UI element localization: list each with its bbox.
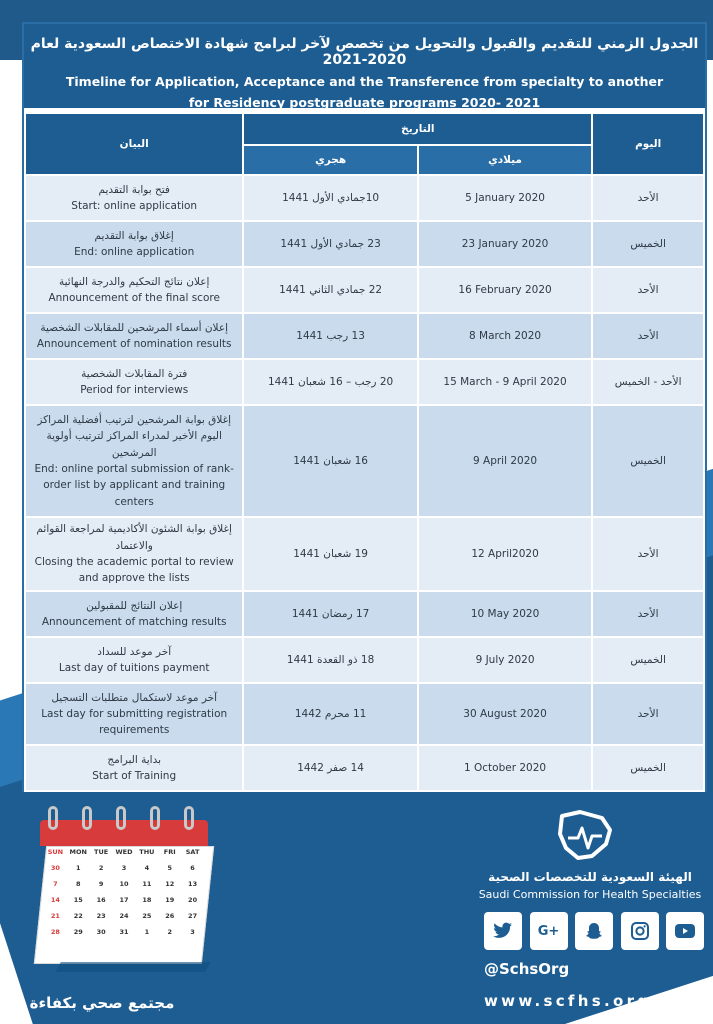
cell-hijri: 19 شعبان 1441 [243, 517, 417, 591]
table-row [25, 745, 704, 791]
table-row [25, 517, 704, 591]
calendar-weekday: MON [69, 848, 87, 856]
calendar-day: 19 [165, 896, 175, 904]
table-row [25, 637, 704, 683]
cell-day: الأحد [592, 267, 704, 313]
youtube-icon[interactable] [666, 912, 704, 950]
cell-gregorian: 23 January 2020 [418, 221, 592, 267]
statement-english: Start of Training [92, 770, 177, 782]
statement-arabic: إغلاق بوابة التقديم [94, 229, 174, 242]
cell-statement [25, 175, 243, 221]
statement-english: Closing the academic portal to review and approve the lists [34, 556, 234, 585]
calendar-day: 20 [188, 896, 198, 904]
cell-day: الخميس [592, 221, 704, 267]
cell-day: الأحد [592, 313, 704, 359]
cell-statement [25, 745, 243, 791]
cell-gregorian: 9 July 2020 [418, 637, 592, 683]
scfhs-logo [540, 808, 640, 868]
title-banner [24, 24, 705, 108]
cell-statement [25, 637, 243, 683]
cell-statement [25, 591, 243, 637]
header-statement: البيان [25, 113, 243, 175]
calendar-day: 29 [73, 928, 83, 936]
cell-hijri: 17 رمضان 1441 [243, 591, 417, 637]
statement-arabic: آخر موعد لاستكمال متطلبات التسجيل [51, 691, 218, 704]
calendar-day: 3 [121, 864, 127, 872]
cell-hijri: 22 جمادي الثاني 1441 [243, 267, 417, 313]
statement-arabic: إغلاق بوابة الشئون الأكاديمية لمراجعة القوائم والاعتماد [36, 523, 232, 552]
title-arabic: الجدول الزمني للتقديم والقبول والتحويل من تخصص لآخر لبرامج شهادة الاختصاص السعودية لعام 2020-2021 [30, 36, 699, 68]
calendar-weekday: TUE [94, 848, 109, 856]
cell-day: الخميس [592, 745, 704, 791]
cell-hijri: 20 رجب – 16 شعبان 1441 [243, 359, 417, 405]
title-english-line2: for Residency postgraduate programs 2020- 2021 [188, 95, 541, 110]
cell-day: الخميس [592, 405, 704, 517]
table-row [25, 267, 704, 313]
calendar-shadow [55, 962, 211, 972]
org-name-english: Saudi Commission for Health Specialties [478, 888, 702, 901]
cell-hijri: 13 رجب 1441 [243, 313, 417, 359]
table-row [25, 221, 704, 267]
statement-arabic: آخر موعد للسداد [97, 645, 172, 658]
social-handle[interactable]: @SchsOrg [484, 960, 570, 978]
calendar-day: 26 [165, 912, 175, 920]
table-row [25, 175, 704, 221]
instagram-icon[interactable] [621, 912, 659, 950]
cell-day: الأحد - الخميس [592, 359, 704, 405]
header-gregorian: ميلادي [418, 145, 592, 175]
slogan: مجتمع صحي بكفاءة [29, 994, 175, 1012]
calendar-day: 27 [188, 912, 198, 920]
statement-english: Start: online application [71, 200, 198, 212]
cell-statement [25, 517, 243, 591]
statement-english: End: online portal submission of rank-order list by applicant and training centers [34, 463, 234, 508]
statement-english: Announcement of nomination results [36, 338, 232, 350]
calendar-day: 1 [76, 864, 81, 872]
cell-gregorian: 1 October 2020 [418, 745, 592, 791]
cell-day: الأحد [592, 683, 704, 745]
calendar-grid [44, 848, 204, 936]
calendar-day: 8 [76, 880, 81, 888]
header-day: اليوم [592, 113, 704, 175]
statement-arabic: إعلان النتائج للمقبولين [86, 599, 183, 612]
calendar-day: 25 [142, 912, 152, 920]
cell-hijri: 10جمادي الأول 1441 [243, 175, 417, 221]
table-row [25, 405, 704, 517]
calendar-day: 14 [50, 896, 60, 904]
calendar-day: 10 [119, 880, 129, 888]
calendar-day: 9 [98, 880, 104, 888]
timeline-table [24, 112, 705, 792]
cell-gregorian: 9 April 2020 [418, 405, 592, 517]
cell-hijri: 23 جمادي الأول 1441 [243, 221, 417, 267]
statement-english: Announcement of matching results [41, 616, 227, 628]
social-links [484, 912, 704, 956]
cell-hijri: 11 محرم 1442 [243, 683, 417, 745]
statement-arabic: إعلان نتائج التحكيم والدرجة النهائية [58, 275, 210, 288]
calendar-day: 16 [96, 896, 106, 904]
cell-hijri: 14 صفر 1442 [243, 745, 417, 791]
table-row [25, 683, 704, 745]
calendar-day: 28 [50, 928, 60, 936]
calendar-day: 31 [119, 928, 129, 936]
statement-arabic: فتح بوابة التقديم [98, 183, 170, 196]
cell-gregorian: 30 August 2020 [418, 683, 592, 745]
cell-statement [25, 359, 243, 405]
twitter-icon[interactable] [484, 912, 522, 950]
website-link[interactable]: www.scfhs.org.sa [484, 992, 686, 1010]
statement-english: End: online application [74, 246, 195, 258]
cell-day: الأحد [592, 591, 704, 637]
snapchat-icon[interactable] [575, 912, 613, 950]
calendar-day: 24 [119, 912, 129, 920]
calendar-day: 18 [142, 896, 152, 904]
table-row [25, 591, 704, 637]
cell-gregorian: 5 January 2020 [418, 175, 592, 221]
statement-arabic: إعلان أسماء المرشحين للمقابلات الشخصية [40, 321, 229, 334]
calendar-weekday: FRI [163, 848, 176, 856]
title-english-line1: Timeline for Application, Acceptance and the Transference from specialty to another [65, 74, 664, 89]
cell-gregorian: 8 March 2020 [418, 313, 592, 359]
calendar-day: 3 [190, 928, 195, 936]
header-date: التاريخ [243, 113, 592, 145]
cell-statement [25, 405, 243, 517]
cell-statement [25, 267, 243, 313]
calendar-day: 6 [190, 864, 195, 872]
statement-arabic: بداية البرامج [107, 753, 162, 766]
cell-statement [25, 683, 243, 745]
cell-day: الأحد [592, 175, 704, 221]
org-name-arabic: الهيئة السعودية للتخصصات الصحية [488, 870, 692, 884]
calendar-day: 17 [119, 896, 129, 904]
calendar-weekday: SUN [47, 848, 64, 856]
header-hijri: هجري [243, 145, 417, 175]
calendar-day: 5 [167, 864, 172, 872]
calendar-day: 12 [165, 880, 175, 888]
calendar-day: 30 [50, 864, 60, 872]
cell-gregorian: 16 February 2020 [418, 267, 592, 313]
calendar-day: 4 [144, 864, 150, 872]
calendar-day: 13 [188, 880, 198, 888]
calendar-day: 2 [98, 864, 104, 872]
cell-gregorian: 12 April2020 [418, 517, 592, 591]
statement-arabic: فترة المقابلات الشخصية [81, 367, 188, 380]
calendar-day: 7 [53, 880, 58, 888]
calendar-day: 2 [167, 928, 172, 936]
calendar-day: 11 [142, 880, 152, 888]
table-row [25, 313, 704, 359]
calendar-day: 1 [144, 928, 150, 936]
calendar-weekday: WED [115, 848, 133, 856]
calendar-day: 30 [96, 928, 106, 936]
cell-hijri: 18 ذو القعدة 1441 [243, 637, 417, 683]
calendar-weekday: SAT [185, 848, 200, 856]
google-plus-icon[interactable]: G+ [530, 912, 568, 950]
calendar-weekday: THU [139, 848, 155, 856]
statement-english: Last day of tuitions payment [58, 662, 210, 674]
calendar-day: 22 [73, 912, 83, 920]
cell-statement [25, 313, 243, 359]
calendar-day: 21 [50, 912, 60, 920]
cell-gregorian: 10 May 2020 [418, 591, 592, 637]
table-row [25, 359, 704, 405]
cell-hijri: 16 شعبان 1441 [243, 405, 417, 517]
cell-gregorian: 15 March - 9 April 2020 [418, 359, 592, 405]
calendar-day: 15 [73, 896, 83, 904]
cell-statement [25, 221, 243, 267]
cell-day: الأحد [592, 517, 704, 591]
statement-arabic: إغلاق بوابة المرشحين لترتيب أفضلية المراكز اليوم الأخير لمدراء المراكز لترتيب أولوية المرشحين [37, 414, 231, 459]
statement-english: Announcement of the final score [48, 292, 220, 304]
calendar-day: 23 [96, 912, 106, 920]
calendar-rings [48, 806, 208, 836]
cell-day: الخميس [592, 637, 704, 683]
calendar-illustration [28, 806, 218, 971]
statement-english: Period for interviews [80, 384, 189, 396]
statement-english: Last day for submitting registration requirements [41, 707, 228, 737]
